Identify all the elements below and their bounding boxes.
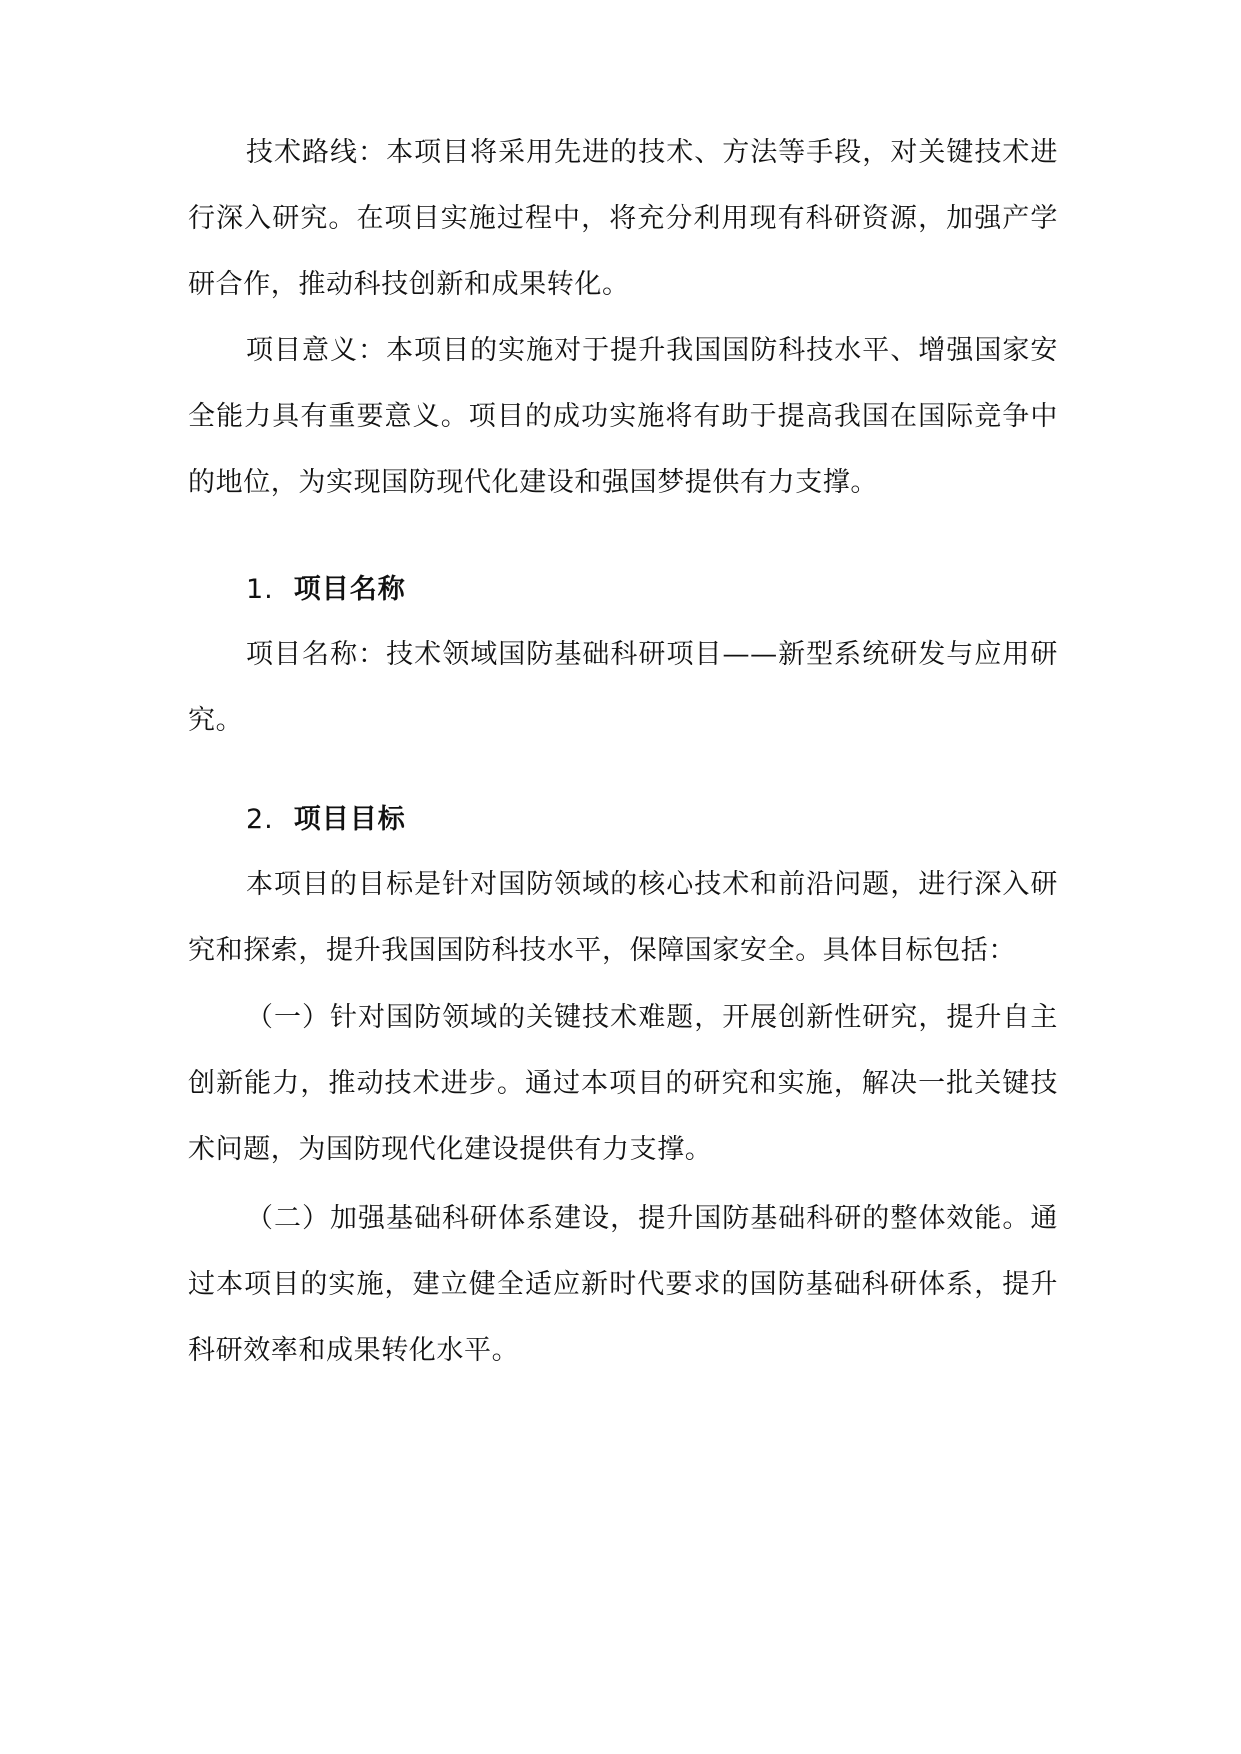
- paragraph-goal-one: （一）针对国防领域的关键技术难题，开展创新性研究，提升自主创新能力，推动技术进步。通过本项目的研究和实施，解决一批关键技术问题，为国防现代化建设提供有力支撑。: [188, 1002, 1058, 1165]
- section-number: 1.: [246, 574, 274, 605]
- section-heading-project-name: [246, 570, 406, 610]
- paragraph-project-name: 项目名称：技术领域国防基础科研项目——新型系统研发与应用研究。: [188, 639, 1058, 736]
- paragraph-goals-intro: 本项目的目标是针对国防领域的核心技术和前沿问题，进行深入研究和探索，提升我国国防科技水平，保障国家安全。具体目标包括：: [188, 869, 1058, 966]
- section-number: 2.: [246, 804, 274, 835]
- paragraph-technical-route: 技术路线：本项目将采用先进的技术、方法等手段，对关键技术进行深入研究。在项目实施过程中，将充分利用现有科研资源，加强产学研合作，推动科技创新和成果转化。: [188, 137, 1058, 300]
- section-heading-project-goals: [246, 800, 406, 840]
- paragraph-goal-two: （二）加强基础科研体系建设，提升国防基础科研的整体效能。通过本项目的实施，建立健全适应新时代要求的国防基础科研体系，提升科研效率和成果转化水平。: [188, 1203, 1058, 1366]
- paragraph-project-significance: 项目意义：本项目的实施对于提升我国国防科技水平、增强国家安全能力具有重要意义。项目的成功实施将有助于提高我国在国际竞争中的地位，为实现国防现代化建设和强国梦提供有力支撑。: [188, 335, 1058, 498]
- section-title: 项目名称: [293, 574, 406, 605]
- section-title: 项目目标: [293, 804, 406, 835]
